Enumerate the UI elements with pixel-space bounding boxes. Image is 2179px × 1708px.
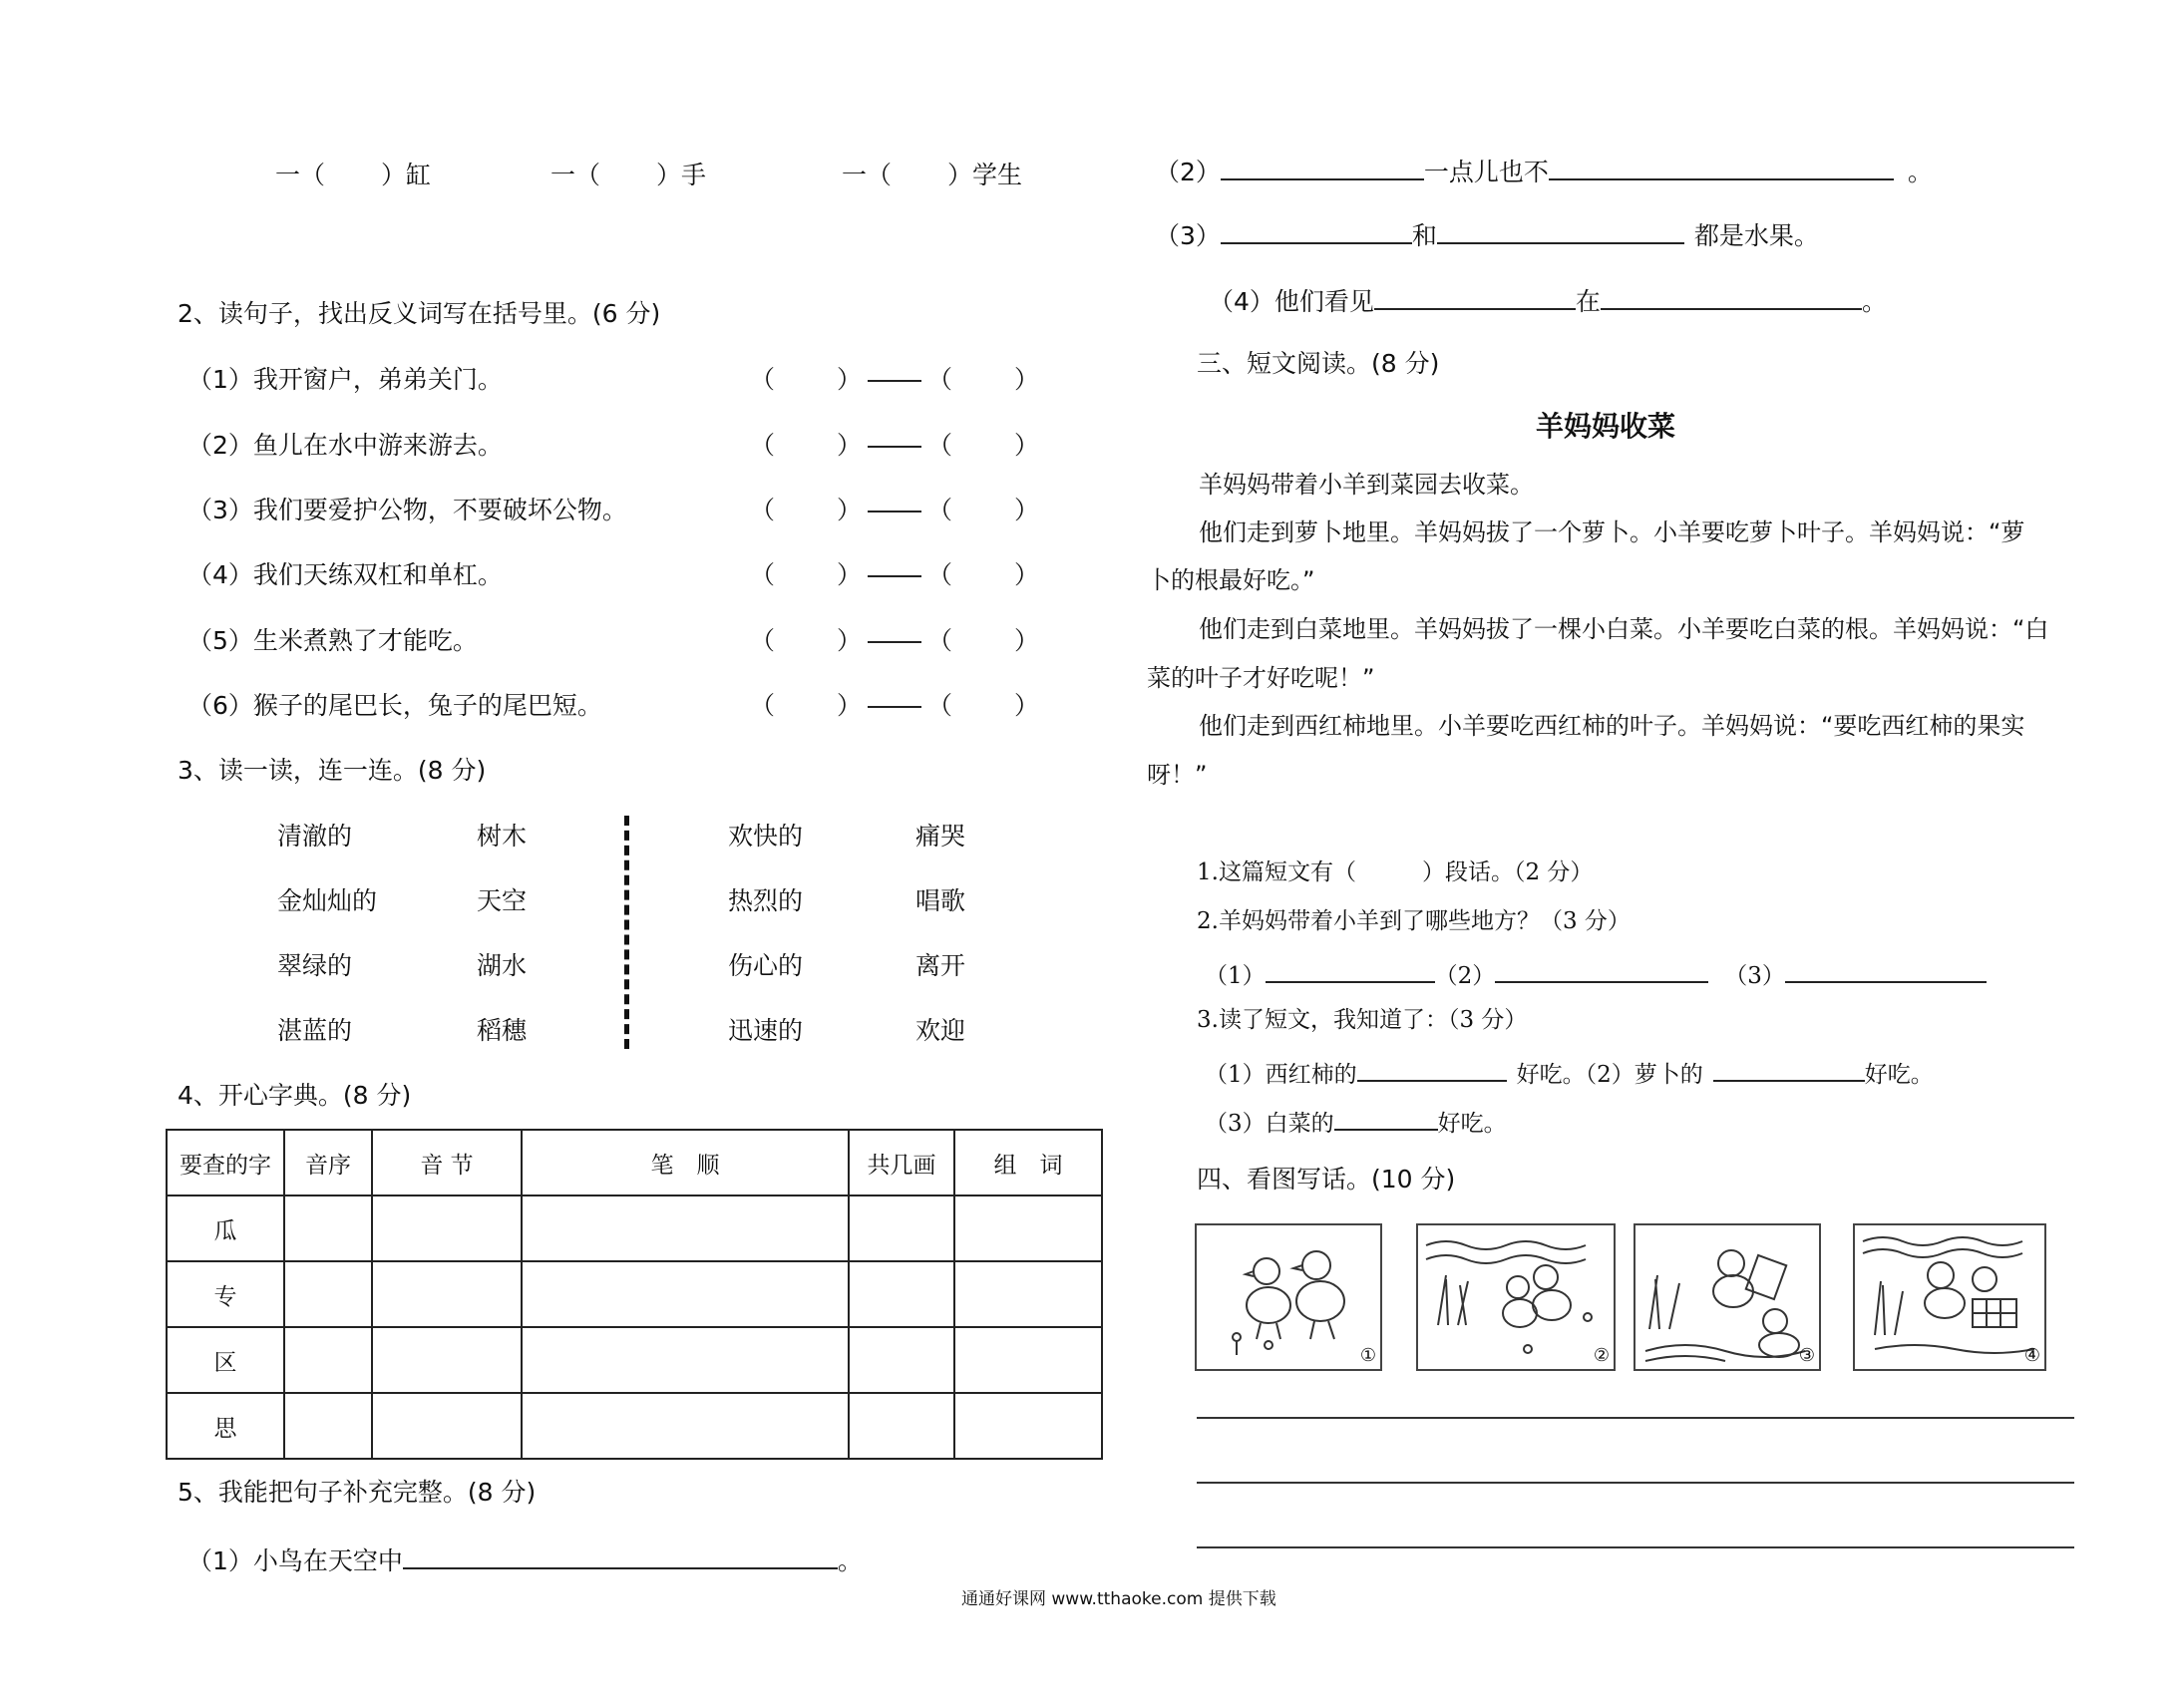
match-word[interactable]: 清澈的: [277, 822, 353, 851]
q2-item-6: （6）猴子的尾巴长，兔子的尾巴短。: [187, 691, 602, 720]
header-cell: 笔 顺: [522, 1130, 849, 1196]
match-word[interactable]: 湖水: [477, 951, 528, 980]
story-paragraph: 他们走到西红柿地里。小羊要吃西红柿的叶子。羊妈妈说：“要吃西红柿的果实: [1199, 712, 2025, 740]
picture-number: ②: [1593, 1345, 1610, 1366]
picture-number: ①: [1359, 1345, 1376, 1366]
char-cell: 专: [167, 1261, 284, 1327]
match-word[interactable]: 金灿灿的: [277, 886, 378, 915]
answer-cell[interactable]: [284, 1261, 372, 1327]
duckling-image: [1418, 1225, 1614, 1369]
antonym-pair-1[interactable]: （ ） （ ）: [750, 365, 1040, 394]
story-paragraph: 卜的根最好吃。”: [1147, 566, 1315, 594]
column-divider: [624, 816, 629, 1049]
q2-item-3: （3）我们要爱护公物，不要破坏公物。: [187, 496, 627, 524]
match-word[interactable]: 湛蓝的: [277, 1016, 353, 1045]
measure-word-3: 一（ ）学生: [842, 161, 1023, 189]
reading-question-1: 1.这篇短文有（ ）段话。（2 分）: [1197, 859, 1594, 885]
answer-line[interactable]: [1437, 220, 1684, 244]
dash-line: [868, 706, 921, 708]
dash-line: [868, 641, 921, 643]
match-word[interactable]: 稻穗: [477, 1016, 528, 1045]
story-paragraph: 他们走到白菜地里。羊妈妈拔了一棵小白菜。小羊要吃白菜的根。羊妈妈说：“白: [1199, 615, 2049, 643]
match-word[interactable]: 热烈的: [728, 886, 804, 915]
q2-item-4: （4）我们天练双杠和单杠。: [187, 560, 503, 589]
q5-sentence-3: （3） 和 都是水果。: [1155, 221, 1819, 250]
measure-word-2: 一（ ）手: [550, 161, 707, 189]
picture-4: [1853, 1223, 2046, 1371]
answer-line[interactable]: [1221, 220, 1412, 244]
duckling-image: [1855, 1225, 2044, 1369]
dash-line: [868, 511, 921, 512]
answer-cell[interactable]: [849, 1393, 954, 1459]
table-row: [167, 1261, 1102, 1327]
dash-line: [868, 446, 921, 448]
match-word[interactable]: 天空: [477, 886, 528, 915]
answer-cell[interactable]: [284, 1196, 372, 1261]
answer-line[interactable]: [1601, 286, 1862, 310]
reading-question-3-line-1: （1）西红柿的 好吃。（2）萝卜的 好吃。: [1205, 1058, 1934, 1087]
answer-line[interactable]: [1713, 1058, 1865, 1082]
answer-cell[interactable]: [522, 1393, 849, 1459]
q5-sentence-2: （2） 一点儿也不 。: [1155, 158, 1933, 186]
duckling-image: [1197, 1225, 1380, 1369]
char-cell: 思: [167, 1393, 284, 1459]
writing-line[interactable]: [1197, 1546, 2074, 1548]
antonym-pair-5[interactable]: （ ） （ ）: [750, 626, 1040, 655]
answer-line[interactable]: [1374, 286, 1576, 310]
match-word[interactable]: 迅速的: [728, 1016, 804, 1045]
match-word[interactable]: 欢快的: [728, 822, 804, 851]
table-row: [167, 1196, 1102, 1261]
match-word[interactable]: 伤心的: [728, 951, 804, 980]
reading-question-3: 3.读了短文，我知道了：（3 分）: [1197, 1007, 1528, 1033]
dash-line: [868, 575, 921, 577]
answer-cell[interactable]: [849, 1327, 954, 1393]
answer-line[interactable]: [403, 1545, 838, 1569]
answer-cell[interactable]: [284, 1327, 372, 1393]
answer-cell[interactable]: [849, 1196, 954, 1261]
match-word[interactable]: 痛哭: [915, 822, 966, 851]
table-row: [167, 1327, 1102, 1393]
answer-cell[interactable]: [372, 1261, 522, 1327]
answer-line[interactable]: [1785, 959, 1987, 983]
q2-item-5: （5）生米煮熟了才能吃。: [187, 626, 478, 655]
match-word[interactable]: 树木: [477, 822, 528, 851]
q2-title: 2、读句子，找出反义词写在括号里。(6 分): [178, 299, 661, 328]
footer-text: 通通好课网 www.tthaoke.com 提供下载: [961, 1589, 1276, 1609]
picture-number: ③: [1798, 1345, 1815, 1366]
q5-sentence-1: （1）小鸟在天空中 。: [187, 1546, 863, 1575]
answer-cell[interactable]: [522, 1196, 849, 1261]
section3-title: 三、短文阅读。(8 分): [1197, 349, 1440, 378]
answer-cell[interactable]: [372, 1327, 522, 1393]
picture-1: [1195, 1223, 1382, 1371]
reading-question-2-answers: （1） （2） （3）: [1205, 959, 1987, 988]
q5-sentence-4: （4）他们看见 在 。: [1209, 287, 1887, 316]
answer-cell[interactable]: [954, 1393, 1102, 1459]
char-cell: 区: [167, 1327, 284, 1393]
q5-title: 5、我能把句子补充完整。(8 分): [178, 1478, 537, 1507]
measure-word-1: 一（ ）缸: [275, 161, 432, 189]
q2-item-1: （1）我开窗户，弟弟关门。: [187, 365, 503, 394]
answer-line[interactable]: [1221, 157, 1424, 180]
answer-cell[interactable]: [372, 1196, 522, 1261]
section4-title: 四、看图写话。(10 分): [1197, 1165, 1456, 1194]
answer-cell[interactable]: [954, 1261, 1102, 1327]
story-title: 羊妈妈收菜: [1536, 410, 1676, 443]
duckling-image: [1635, 1225, 1819, 1369]
answer-line[interactable]: [1357, 1058, 1507, 1082]
writing-line[interactable]: [1197, 1417, 2074, 1419]
q3-title: 3、读一读，连一连。(8 分): [178, 756, 487, 785]
picture-2: [1416, 1223, 1616, 1371]
answer-line[interactable]: [1266, 959, 1435, 983]
answer-cell[interactable]: [954, 1196, 1102, 1261]
writing-line[interactable]: [1197, 1482, 2074, 1484]
header-cell: 组 词: [954, 1130, 1102, 1196]
answer-cell[interactable]: [284, 1393, 372, 1459]
story-paragraph: 呀！”: [1147, 761, 1208, 789]
answer-cell[interactable]: [849, 1261, 954, 1327]
q2-item-2: （2）鱼儿在水中游来游去。: [187, 431, 503, 460]
picture-3: [1634, 1223, 1821, 1371]
antonym-pair-3[interactable]: （ ） （ ）: [750, 496, 1040, 524]
dictionary-table: [166, 1129, 1103, 1460]
char-cell: 瓜: [167, 1196, 284, 1261]
match-word[interactable]: 唱歌: [915, 886, 966, 915]
reading-question-2: 2.羊妈妈带着小羊到了哪些地方？（3 分）: [1197, 908, 1631, 934]
answer-cell[interactable]: [954, 1327, 1102, 1393]
header-cell: 共几画: [849, 1130, 954, 1196]
answer-cell[interactable]: [522, 1327, 849, 1393]
header-cell: 音 节: [372, 1130, 522, 1196]
answer-line[interactable]: [1495, 959, 1708, 983]
story-paragraph: 他们走到萝卜地里。羊妈妈拔了一个萝卜。小羊要吃萝卜叶子。羊妈妈说：“萝: [1199, 518, 2025, 546]
header-cell: 要查的字: [167, 1130, 284, 1196]
table-row: [167, 1393, 1102, 1459]
antonym-pair-6[interactable]: （ ） （ ）: [750, 691, 1040, 720]
match-word[interactable]: 离开: [915, 951, 966, 980]
header-cell: 音序: [284, 1130, 372, 1196]
answer-cell[interactable]: [522, 1261, 849, 1327]
match-word[interactable]: 翠绿的: [277, 951, 353, 980]
match-word[interactable]: 欢迎: [915, 1016, 966, 1045]
dash-line: [868, 380, 921, 382]
answer-line[interactable]: [1334, 1107, 1438, 1131]
story-paragraph: 菜的叶子才好吃呢！”: [1147, 664, 1375, 692]
answer-cell[interactable]: [372, 1393, 522, 1459]
q4-title: 4、开心字典。(8 分): [178, 1081, 412, 1110]
reading-question-3-line-2: （3）白菜的 好吃。: [1205, 1107, 1507, 1136]
antonym-pair-4[interactable]: （ ） （ ）: [750, 560, 1040, 589]
picture-number: ④: [2023, 1345, 2040, 1366]
story-paragraph: 羊妈妈带着小羊到菜园去收菜。: [1199, 471, 1534, 499]
answer-line[interactable]: [1549, 157, 1894, 180]
antonym-pair-2[interactable]: （ ） （ ）: [750, 431, 1040, 460]
